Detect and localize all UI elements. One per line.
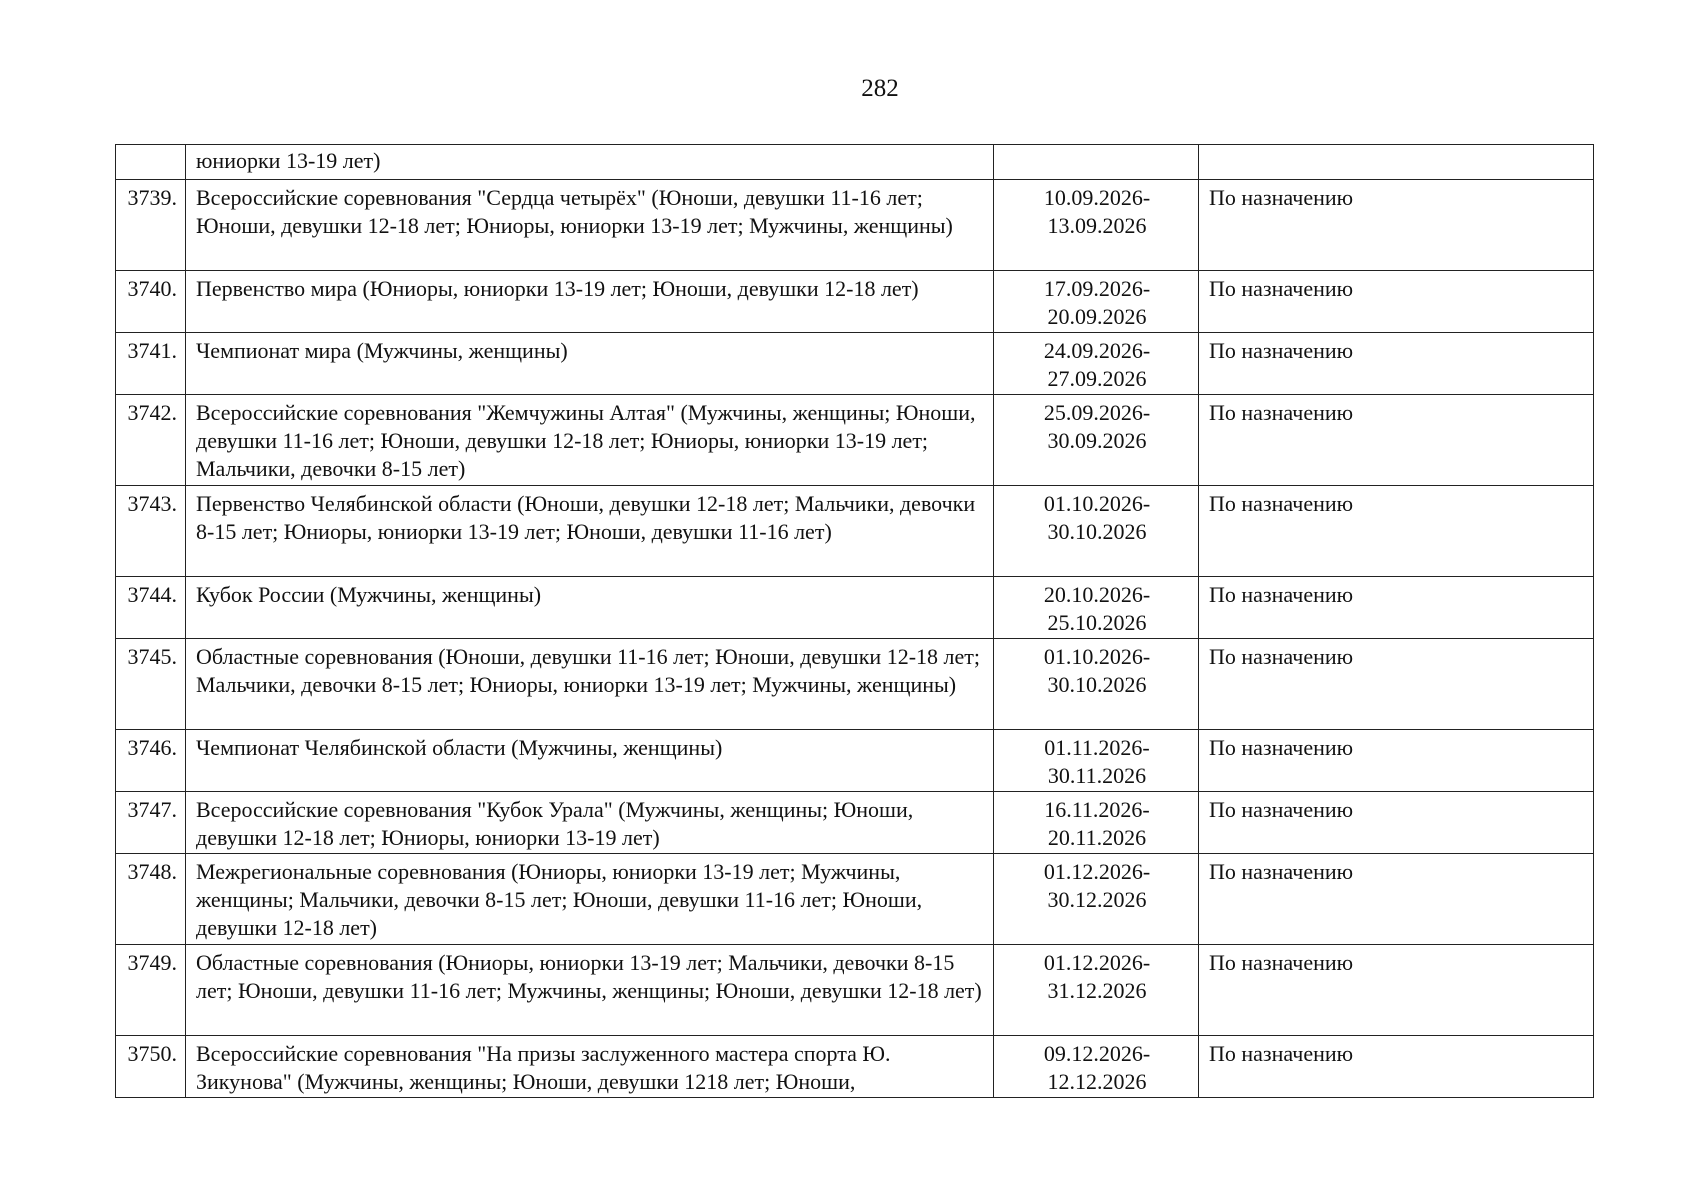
event-name: Областные соревнования (Юноши, девушки 11-16 лет; Юноши, девушки 12-18 лет; Мальчики, девочки 8-15 лет; Юниоры, юниорки 13-19 лет; Мужчины, женщины)	[186, 639, 994, 730]
date-start: 24.09.2026-	[1043, 338, 1151, 363]
date-start: 17.09.2026-	[1043, 276, 1151, 301]
row-number: 3750.	[116, 1036, 186, 1098]
date-start: 09.12.2026-	[1043, 1041, 1151, 1066]
event-dates	[994, 271, 1199, 333]
date-end: 25.10.2026	[1047, 610, 1147, 635]
event-place: По назначению	[1199, 854, 1594, 945]
row-number: 3747.	[116, 792, 186, 854]
row-number: 3744.	[116, 577, 186, 639]
event-place: По назначению	[1199, 577, 1594, 639]
row-number: 3739.	[116, 180, 186, 271]
row-number	[116, 145, 186, 180]
event-name: Кубок России (Мужчины, женщины)	[186, 577, 994, 639]
event-dates	[994, 145, 1199, 180]
table-row	[116, 180, 1594, 271]
event-dates	[994, 486, 1199, 577]
event-dates	[994, 792, 1199, 854]
event-name: Всероссийские соревнования "На призы заслуженного мастера спорта Ю. Зикунова" (Мужчины, женщины; Юноши, девушки 1218 лет; Юноши,	[186, 1036, 994, 1098]
competition-schedule-table	[115, 144, 1594, 1098]
event-place: По назначению	[1199, 792, 1594, 854]
row-number: 3745.	[116, 639, 186, 730]
date-start: 25.09.2026-	[1043, 400, 1151, 425]
event-dates	[994, 180, 1199, 271]
date-end: 13.09.2026	[1047, 213, 1147, 238]
event-place: По назначению	[1199, 945, 1594, 1036]
date-start: 01.12.2026-	[1043, 950, 1151, 975]
event-dates	[994, 577, 1199, 639]
event-name: юниорки 13-19 лет)	[186, 145, 994, 180]
date-start: 01.11.2026-	[1044, 735, 1150, 760]
event-name: Чемпионат мира (Мужчины, женщины)	[186, 333, 994, 395]
date-end: 20.11.2026	[1047, 825, 1147, 850]
event-dates	[994, 730, 1199, 792]
date-end: 27.09.2026	[1047, 366, 1147, 391]
event-name: Первенство мира (Юниоры, юниорки 13-19 лет; Юноши, девушки 12-18 лет)	[186, 271, 994, 333]
event-place: По назначению	[1199, 180, 1594, 271]
event-place: По назначению	[1199, 395, 1594, 486]
date-end: 30.11.2026	[1047, 763, 1147, 788]
event-dates	[994, 639, 1199, 730]
table-row	[116, 945, 1594, 1036]
event-place: По назначению	[1199, 271, 1594, 333]
date-end: 20.09.2026	[1047, 304, 1147, 329]
row-number: 3740.	[116, 271, 186, 333]
event-place: По назначению	[1199, 730, 1594, 792]
date-end: 30.10.2026	[1047, 672, 1147, 697]
table-row	[116, 271, 1594, 333]
event-place: По назначению	[1199, 1036, 1594, 1098]
event-dates	[994, 854, 1199, 945]
date-start: 16.11.2026-	[1044, 797, 1150, 822]
table-row	[116, 730, 1594, 792]
table-row	[116, 639, 1594, 730]
date-start: 20.10.2026-	[1043, 582, 1151, 607]
date-end: 12.12.2026	[1047, 1069, 1147, 1094]
event-place: По назначению	[1199, 486, 1594, 577]
date-end: 30.09.2026	[1047, 428, 1147, 453]
event-dates	[994, 395, 1199, 486]
table-row	[116, 1036, 1594, 1098]
event-place: По назначению	[1199, 639, 1594, 730]
event-name: Областные соревнования (Юниоры, юниорки 13-19 лет; Мальчики, девочки 8-15 лет; Юноши, девушки 11-16 лет; Мужчины, женщины; Юноши, девушки 12-18 лет)	[186, 945, 994, 1036]
date-start: 01.10.2026-	[1043, 644, 1151, 669]
table-row	[116, 577, 1594, 639]
event-dates	[994, 333, 1199, 395]
date-end: 30.12.2026	[1047, 887, 1147, 912]
table-row	[116, 395, 1594, 486]
row-number: 3742.	[116, 395, 186, 486]
date-end: 31.12.2026	[1047, 978, 1147, 1003]
row-number: 3749.	[116, 945, 186, 1036]
date-end: 30.10.2026	[1047, 519, 1147, 544]
row-number: 3748.	[116, 854, 186, 945]
event-name: Всероссийские соревнования "Сердца четырёх" (Юноши, девушки 11-16 лет; Юноши, девушки 12-18 лет; Юниоры, юниорки 13-19 лет; Мужчины, женщины)	[186, 180, 994, 271]
row-number: 3746.	[116, 730, 186, 792]
row-number: 3743.	[116, 486, 186, 577]
event-name: Всероссийские соревнования "Жемчужины Алтая" (Мужчины, женщины; Юноши, девушки 11-16 лет; Юноши, девушки 12-18 лет; Юниоры, юниорки 13-19 лет; Мальчики, девочки 8-15 лет)	[186, 395, 994, 486]
page-number: 282	[861, 75, 899, 102]
event-name: Чемпионат Челябинской области (Мужчины, женщины)	[186, 730, 994, 792]
date-start: 10.09.2026-	[1043, 185, 1151, 210]
event-name: Всероссийские соревнования "Кубок Урала" (Мужчины, женщины; Юноши, девушки 12-18 лет; Юниоры, юниорки 13-19 лет)	[186, 792, 994, 854]
event-place: По назначению	[1199, 333, 1594, 395]
row-number: 3741.	[116, 333, 186, 395]
event-dates	[994, 1036, 1199, 1098]
table-row	[116, 792, 1594, 854]
table-row	[116, 145, 1594, 180]
table-row	[116, 854, 1594, 945]
table-row	[116, 486, 1594, 577]
event-place	[1199, 145, 1594, 180]
date-start: 01.10.2026-	[1043, 491, 1151, 516]
event-dates	[994, 945, 1199, 1036]
event-name: Первенство Челябинской области (Юноши, девушки 12-18 лет; Мальчики, девочки 8-15 лет; Юниоры, юниорки 13-19 лет; Юноши, девушки 11-16 лет)	[186, 486, 994, 577]
date-start: 01.12.2026-	[1043, 859, 1151, 884]
table-row	[116, 333, 1594, 395]
event-name: Межрегиональные соревнования (Юниоры, юниорки 13-19 лет; Мужчины, женщины; Мальчики, девочки 8-15 лет; Юноши, девушки 11-16 лет; Юноши, девушки 12-18 лет)	[186, 854, 994, 945]
